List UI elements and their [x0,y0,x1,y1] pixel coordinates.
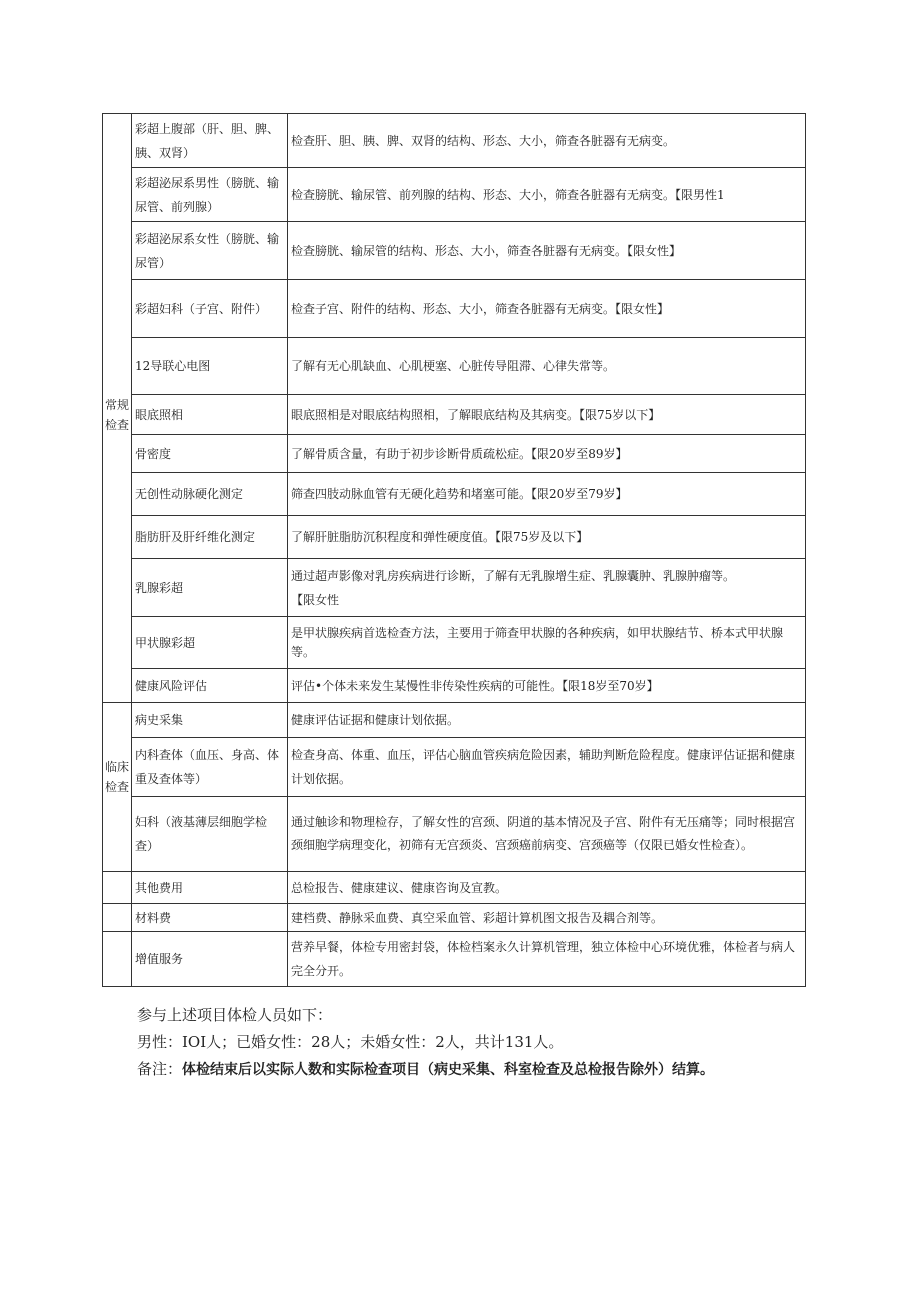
table-row [103,559,806,617]
category-spacer [103,338,132,395]
item-description-note: 【限女性 [291,592,340,607]
table-row [103,904,806,932]
item-name: 其他费用 [132,872,288,904]
item-name: 乳腺彩超 [132,559,288,617]
table-row [103,617,806,669]
item-description [288,559,806,617]
item-description: 营养早餐，体检专用密封袋，体检档案永久计算机管理，独立体检中心环境优雅，体检者与病人完全分开。 [288,932,806,987]
item-description: 健康评估证据和健康计划依据。 [288,703,806,738]
table-row [103,338,806,395]
table-row [103,703,806,738]
category-spacer [103,669,132,703]
category-spacer [103,168,132,222]
item-description: 是甲状腺疾病首选检查方法，主要用于筛查甲状腺的各种疾病，如甲状腺结节、桥本式甲状腺等。 [288,617,806,669]
item-name: 眼底照相 [132,395,288,435]
table-row [103,516,806,559]
item-description: 建档费、静脉采血费、真空采血管、彩超计算机图文报告及耦合剂等。 [288,904,806,932]
item-description: 了解有无心肌缺血、心肌梗塞、心脏传导阻滞、心律失常等。 [288,338,806,395]
item-description: 检查膀胱、输尿管的结构、形态、大小，筛查各脏器有无病变。【限女性】 [288,222,806,280]
category-spacer [103,114,132,168]
table-row [103,669,806,703]
category-spacer [103,280,132,338]
category-spacer [103,904,132,932]
item-name: 骨密度 [132,435,288,473]
item-name: 彩超妇科（子宫、附件） [132,280,288,338]
category-spacer [103,617,132,669]
table-row [103,168,806,222]
category-spacer [103,872,132,904]
category-spacer [103,516,132,559]
table-row [103,932,806,987]
item-description: 眼底照相是对眼底结构照相，了解眼底结构及其病变。【限75岁以下】 [288,395,806,435]
category-spacer [103,703,132,738]
category-spacer [103,932,132,987]
table-row [103,222,806,280]
item-name: 无创性动脉硬化测定 [132,473,288,516]
item-description: 检查肝、胆、胰、脾、双肾的结构、形态、大小，筛查各脏器有无病变。 [288,114,806,168]
participants-heading: 参与上述项目体检人员如下： [137,1006,333,1024]
category-label-clinical: 临床检查 [103,738,132,797]
item-name: 病史采集 [132,703,288,738]
item-name: 彩超上腹部（肝、胆、脾、胰、双肾） [132,114,288,168]
exam-items-table [102,113,806,987]
table-row [103,872,806,904]
item-description-line: 通过超声影像对乳房疾病进行诊断，了解有无乳腺增生症、乳腺囊肿、乳腺肿瘤等。 [291,568,736,583]
table-row [103,395,806,435]
category-spacer [103,222,132,280]
category-spacer [103,559,132,617]
remark [137,1056,714,1084]
item-description: 检查子宫、附件的结构、形态、大小，筛查各脏器有无病变。【限女性】 [288,280,806,338]
category-spacer [103,435,132,473]
remark-label: 备注： [137,1060,183,1078]
table-row [103,435,806,473]
table-row [103,738,806,797]
participants-count: 男性：IOI人；已婚女性：28人；未婚女性：2人，共计131人。 [137,1033,564,1051]
table-row [103,797,806,872]
item-name: 彩超泌尿系女性（膀胱、输尿管） [132,222,288,280]
category-spacer [103,473,132,516]
item-name: 材料费 [132,904,288,932]
item-name: 彩超泌尿系男性（膀胱、输尿管、前列腺） [132,168,288,222]
table-row [103,114,806,168]
table-row [103,280,806,338]
item-description: 总检报告、健康建议、健康咨询及宣教。 [288,872,806,904]
footer-notes [137,1002,714,1084]
item-name: 妇科（液基薄层细胞学检查） [132,797,288,872]
item-description: 了解骨质含量，有助于初步诊断骨质疏松症。【限20岁至89岁】 [288,435,806,473]
item-name: 甲状腺彩超 [132,617,288,669]
item-description: 通过触诊和物理检存，了解女性的宫颈、阴道的基本情况及子宫、附件有无压痛等；同时根据宫颈细胞学病理变化，初筛有无宫颈炎、宫颈癌前病变、宫颈癌等（仅限已婚女性检查）。 [288,797,806,872]
item-name: 增值服务 [132,932,288,987]
remark-text: 体检结束后以实际人数和实际检查项目（病史采集、科室检查及总检报告除外）结算。 [182,1062,715,1078]
category-label-routine: 常规检查 [103,395,132,435]
item-name: 12导联心电图 [132,338,288,395]
item-name: 脂肪肝及肝纤维化测定 [132,516,288,559]
category-spacer [103,797,132,872]
item-description: 了解肝脏脂肪沉积程度和弹性硬度值。【限75岁及以下】 [288,516,806,559]
item-description: 检查膀胱、输尿管、前列腺的结构、形态、大小，筛查各脏器有无病变。【限男性1 [288,168,806,222]
item-name: 内科查体（血压、身高、体重及查体等） [132,738,288,797]
item-name: 健康风险评估 [132,669,288,703]
item-description: 筛查四肢动脉血管有无硬化趋势和堵塞可能。【限20岁至79岁】 [288,473,806,516]
item-description: 评估•个体未来发生某慢性非传染性疾病的可能性。【限18岁至70岁】 [288,669,806,703]
table-row [103,473,806,516]
item-description: 检查身高、体重、血压，评估心脑血管疾病危险因素，辅助判断危险程度。健康评估证据和健康计划依据。 [288,738,806,797]
